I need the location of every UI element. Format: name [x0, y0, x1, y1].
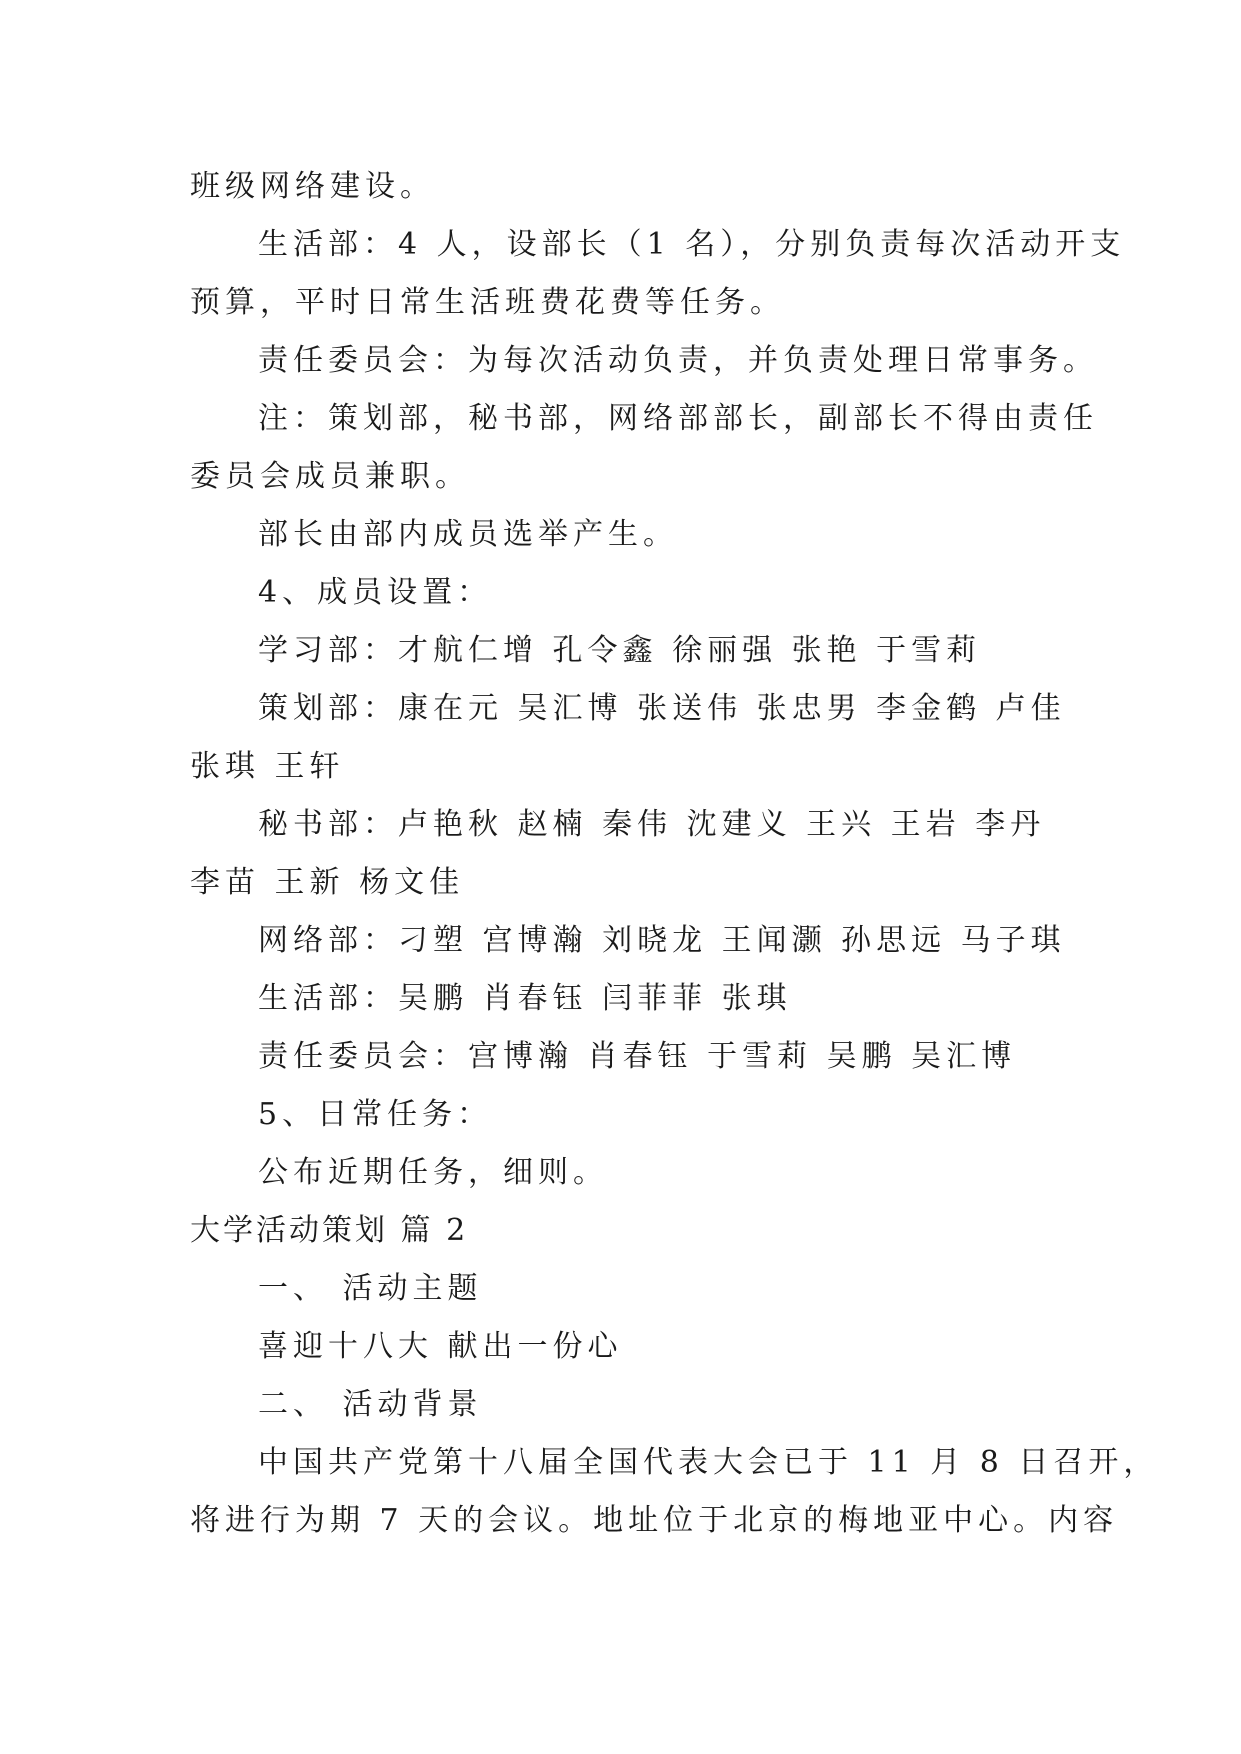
article-title: 大学活动策划 篇 2 [190, 1213, 469, 1248]
member-list-line: 责任委员会：宫博瀚 肖春钰 于雪莉 吴鹏 吴汇博 [258, 1039, 1017, 1074]
paragraph-line: 注：策划部，秘书部，网络部部长，副部长不得由责任 [258, 401, 1098, 436]
section-heading: 一、 活动主题 [258, 1271, 483, 1306]
member-list-line: 生活部：吴鹏 肖春钰 闫菲菲 张琪 [258, 981, 792, 1016]
paragraph-line: 公布近期任务，细则。 [258, 1155, 608, 1190]
paragraph-line: 部长由部内成员选举产生。 [258, 517, 678, 552]
paragraph-line: 将进行为期 7 天的会议。地址位于北京的梅地亚中心。内容 [190, 1503, 1119, 1538]
paragraph-line: 生活部：4 人，设部长（1 名），分别负责每次活动开支 [258, 227, 1126, 262]
paragraph-line: 中国共产党第十八届全国代表大会已于 11 月 8 日召开， [258, 1445, 1159, 1480]
member-list-line: 策划部：康在元 吴汇博 张送伟 张忠男 李金鹤 卢佳 [258, 691, 1066, 726]
section-heading: 5、日常任务： [258, 1097, 493, 1132]
document-body [190, 158, 1159, 1550]
member-list-line: 学习部：才航仁增 孔令鑫 徐丽强 张艳 于雪莉 [258, 633, 982, 668]
paragraph-line: 喜迎十八大 献出一份心 [258, 1329, 623, 1364]
member-list-line: 网络部：刁塑 宫博瀚 刘晓龙 王闻灏 孙思远 马子琪 [258, 923, 1066, 958]
paragraph-line: 班级网络建设。 [190, 169, 435, 204]
section-heading: 二、 活动背景 [258, 1387, 483, 1422]
paragraph-line: 预算，平时日常生活班费花费等任务。 [190, 285, 785, 320]
member-list-line: 李苗 王新 杨文佳 [190, 865, 465, 900]
section-heading: 4、成员设置： [258, 575, 493, 610]
member-list-line: 秘书部：卢艳秋 赵楠 秦伟 沈建义 王兴 王岩 李丹 [258, 807, 1046, 842]
paragraph-line: 委员会成员兼职。 [190, 459, 470, 494]
paragraph-line: 责任委员会：为每次活动负责，并负责处理日常事务。 [258, 343, 1098, 378]
member-list-line: 张琪 王轩 [190, 749, 345, 784]
